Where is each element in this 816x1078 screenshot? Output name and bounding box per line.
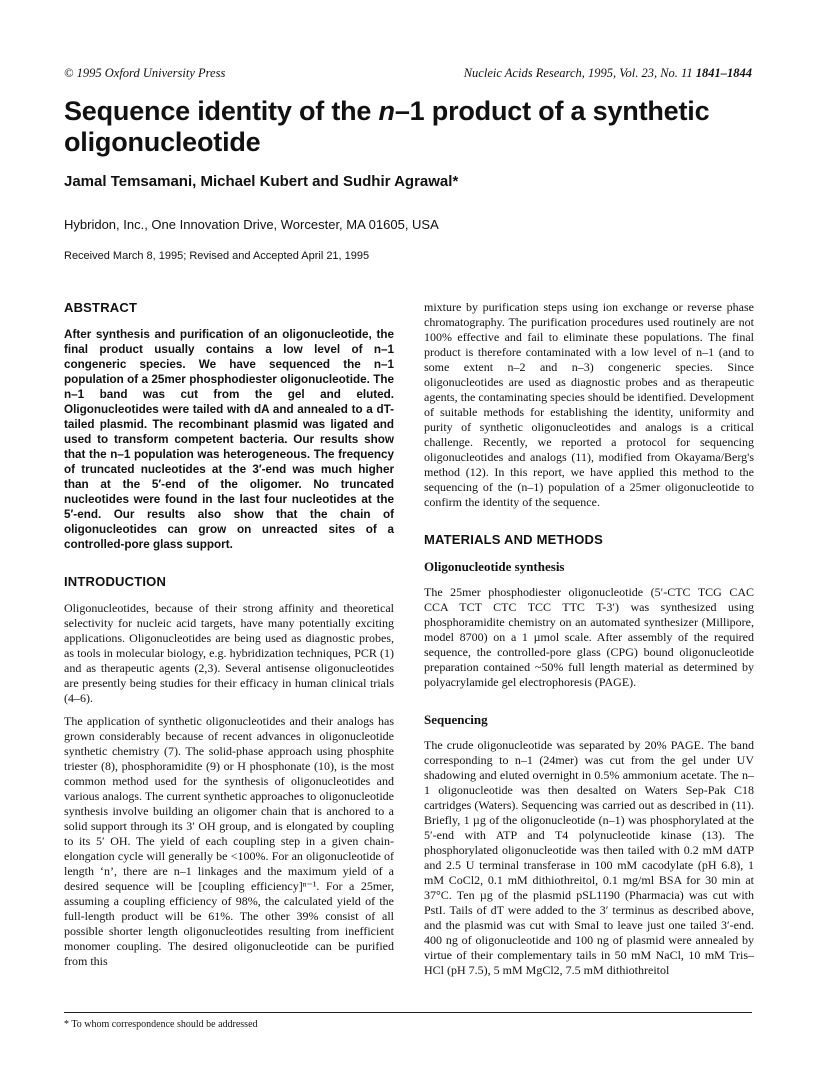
- abstract-text: After synthesis and purification of an oligonucleotide, the final product usually contains a low level of n–1 congeneric species. We have sequenced the n–1 population of a 25mer phosphodiester oligonucleotide. The n–1 band was cut from the gel and eluted. Oligonucleotides were tailed with dA and annealed to a dT-tailed plasmid. The recombinant plasmid was ligated and used to transform competent bacteria. Our results show that the n–1 population was heterogeneous. The frequency of truncated nucleotides at the 3′-end was much higher than at the 5′-end of the oligomer. No truncated nucleotides were found in the last four nucleotides at the 5′-end. Our results also show that the chain of oligonucleotides can grow on unreacted sites of a controlled-pore glass support.: [64, 328, 394, 551]
- footnote-divider: [64, 1012, 752, 1013]
- title-part-2: –1 product of a synthetic oligonucleotide: [64, 96, 710, 157]
- authors: Jamal Temsamani, Michael Kubert and Sudhir Agrawal*: [64, 173, 459, 190]
- sequencing-paragraph: The crude oligonucleotide was separated by 20% PAGE. The band corresponding to n–1 (24mer) was cut from the gel under UV shadowing and eluted overnight in 0.5% ammonium acetate. The n–1 oligonucleotide was then desalted on Waters Sep-Pak C18 cartridges (Waters). Sequencing was carried out as described in (11). Briefly, 1 µg of the oligonucleotide (n–1) was phosphorylated at the 5′-end with ATP and T4 polynucleotide kinase (13). The phosphorylated oligonucleotide was then tailed with 0.2 mM dATP and 2.5 U terminal transferase in 100 mM cacodylate (pH 6.8), 1 mM CoCl2, 0.1 mM dithiothreitol, 0.1 mg/ml BSA for 30 min at 37°C. Ten µg of the plasmid pSL1190 (Pharmacia) was cut with PstI. Tails of dT were added to the 3′ terminus as described above, and the plasmid was cut with SmaI to leave just one tailed 3′-end. 400 ng of oligonucleotide and 100 ng of plasmid were annealed by virtue of their complementary tails in 50 mM NaCl, 10 mM Tris–HCl (pH 7.5), 5 mM MgCl2, 7.5 mM dithiothreitol: [424, 738, 754, 977]
- title-italic: n: [378, 96, 395, 126]
- journal-citation: Nucleic Acids Research, 1995, Vol. 23, No. 11: [463, 66, 693, 80]
- journal-header: [464, 66, 752, 81]
- page-range: 1841–1844: [695, 66, 752, 80]
- copyright-header: © 1995 Oxford University Press: [64, 66, 226, 80]
- synthesis-subheading: Oligonucleotide synthesis: [424, 559, 565, 574]
- paper-title: [64, 96, 754, 158]
- introduction-heading: INTRODUCTION: [64, 574, 167, 589]
- intro-paragraph-1: Oligonucleotides, because of their strong affinity and theoretical selectivity for nucleic acid targets, have many potentially exciting applications. Oligonucleotides are being used as diagnostic probes, as tools in molecular biology, e.g. hybridization techniques, PCR (1) and as therapeutic agents (2,3). Several antisense oligonucleotides are presently being studies for their efficacy in human clinical trials (4–6).: [64, 601, 394, 705]
- sequencing-subheading: Sequencing: [424, 712, 488, 727]
- synthesis-paragraph: The 25mer phosphodiester oligonucleotide (5′-CTC TCG CAC CCA TCT CTC TCC TTC T-3′) was synthesized using phosphoramidite chemistry on an automated synthesizer (Millipore, model 8700) on a 1 µmol scale. After assembly of the required sequence, the controlled-pore glass (CPG) bound oligonucleotide preparation contained ~50% full length material as determined by polyacrylamide gel electrophoresis (PAGE).: [424, 585, 754, 689]
- abstract-heading: ABSTRACT: [64, 300, 138, 315]
- intro-paragraph-2: The application of synthetic oligonucleotides and their analogs has grown considerably because of recent advances in oligonucleotide synthetic chemistry (7). The solid-phase approach using phosphite triester (8), phosphoramidite (9) or H phosphonate (10), is the most common method used for the synthesis of oligonucleotides and various analogs. The current synthetic approaches to oligonucleotide synthesis involve building an oligomer chain that is anchored to a solid support through its 3′ OH group, and is elongated by coupling to its 5′ OH. The yield of each coupling step in a given chain-elongation cycle will generally be <100%. For an oligonucleotide of length ‘n’, there are n–1 linkages and the maximum yield of a desired sequence will be [coupling efficiency]ⁿ⁻¹. For a 25mer, assuming a coupling efficiency of 98%, the calculated yield of the full-length product will be 61%. The other 39% consist of all possible shorter length oligonucleotides resulting from inefficient monomer coupling. The desired oligonucleotide can be purified from this: [64, 714, 394, 968]
- received-dates: Received March 8, 1995; Revised and Accepted April 21, 1995: [64, 250, 370, 262]
- correspondence-footnote: * To whom correspondence should be addressed: [64, 1019, 258, 1030]
- title-part-1: Sequence identity of the: [64, 96, 379, 126]
- intro-continued: mixture by purification steps using ion exchange or reverse phase chromatography. The purification procedures used routinely are not 100% effective and fail to eliminate these populations. The final product is therefore contaminated with a low level of n–1 (and to some extent n–2 and n–3) congeneric species. Since oligonucleotides are used as diagnostic probes and as therapeutic agents, the contaminating species should be identified. Development of suitable methods for establishing the identity, uniformity and purity of synthetic oligonucleotides and analogs is a critical challenge. Recently, we reported a protocol for sequencing oligonucleotides and analogs (11), modified from Okayama/Berg's method (12). In this report, we have applied this method to the sequencing of the (n–1) population of a 25mer oligonucleotide to confirm the identity of the sequence.: [424, 300, 754, 509]
- right-column: [424, 300, 754, 986]
- left-column: [64, 300, 394, 977]
- methods-heading: MATERIALS AND METHODS: [424, 532, 603, 547]
- affiliation: Hybridon, Inc., One Innovation Drive, Worcester, MA 01605, USA: [64, 217, 439, 232]
